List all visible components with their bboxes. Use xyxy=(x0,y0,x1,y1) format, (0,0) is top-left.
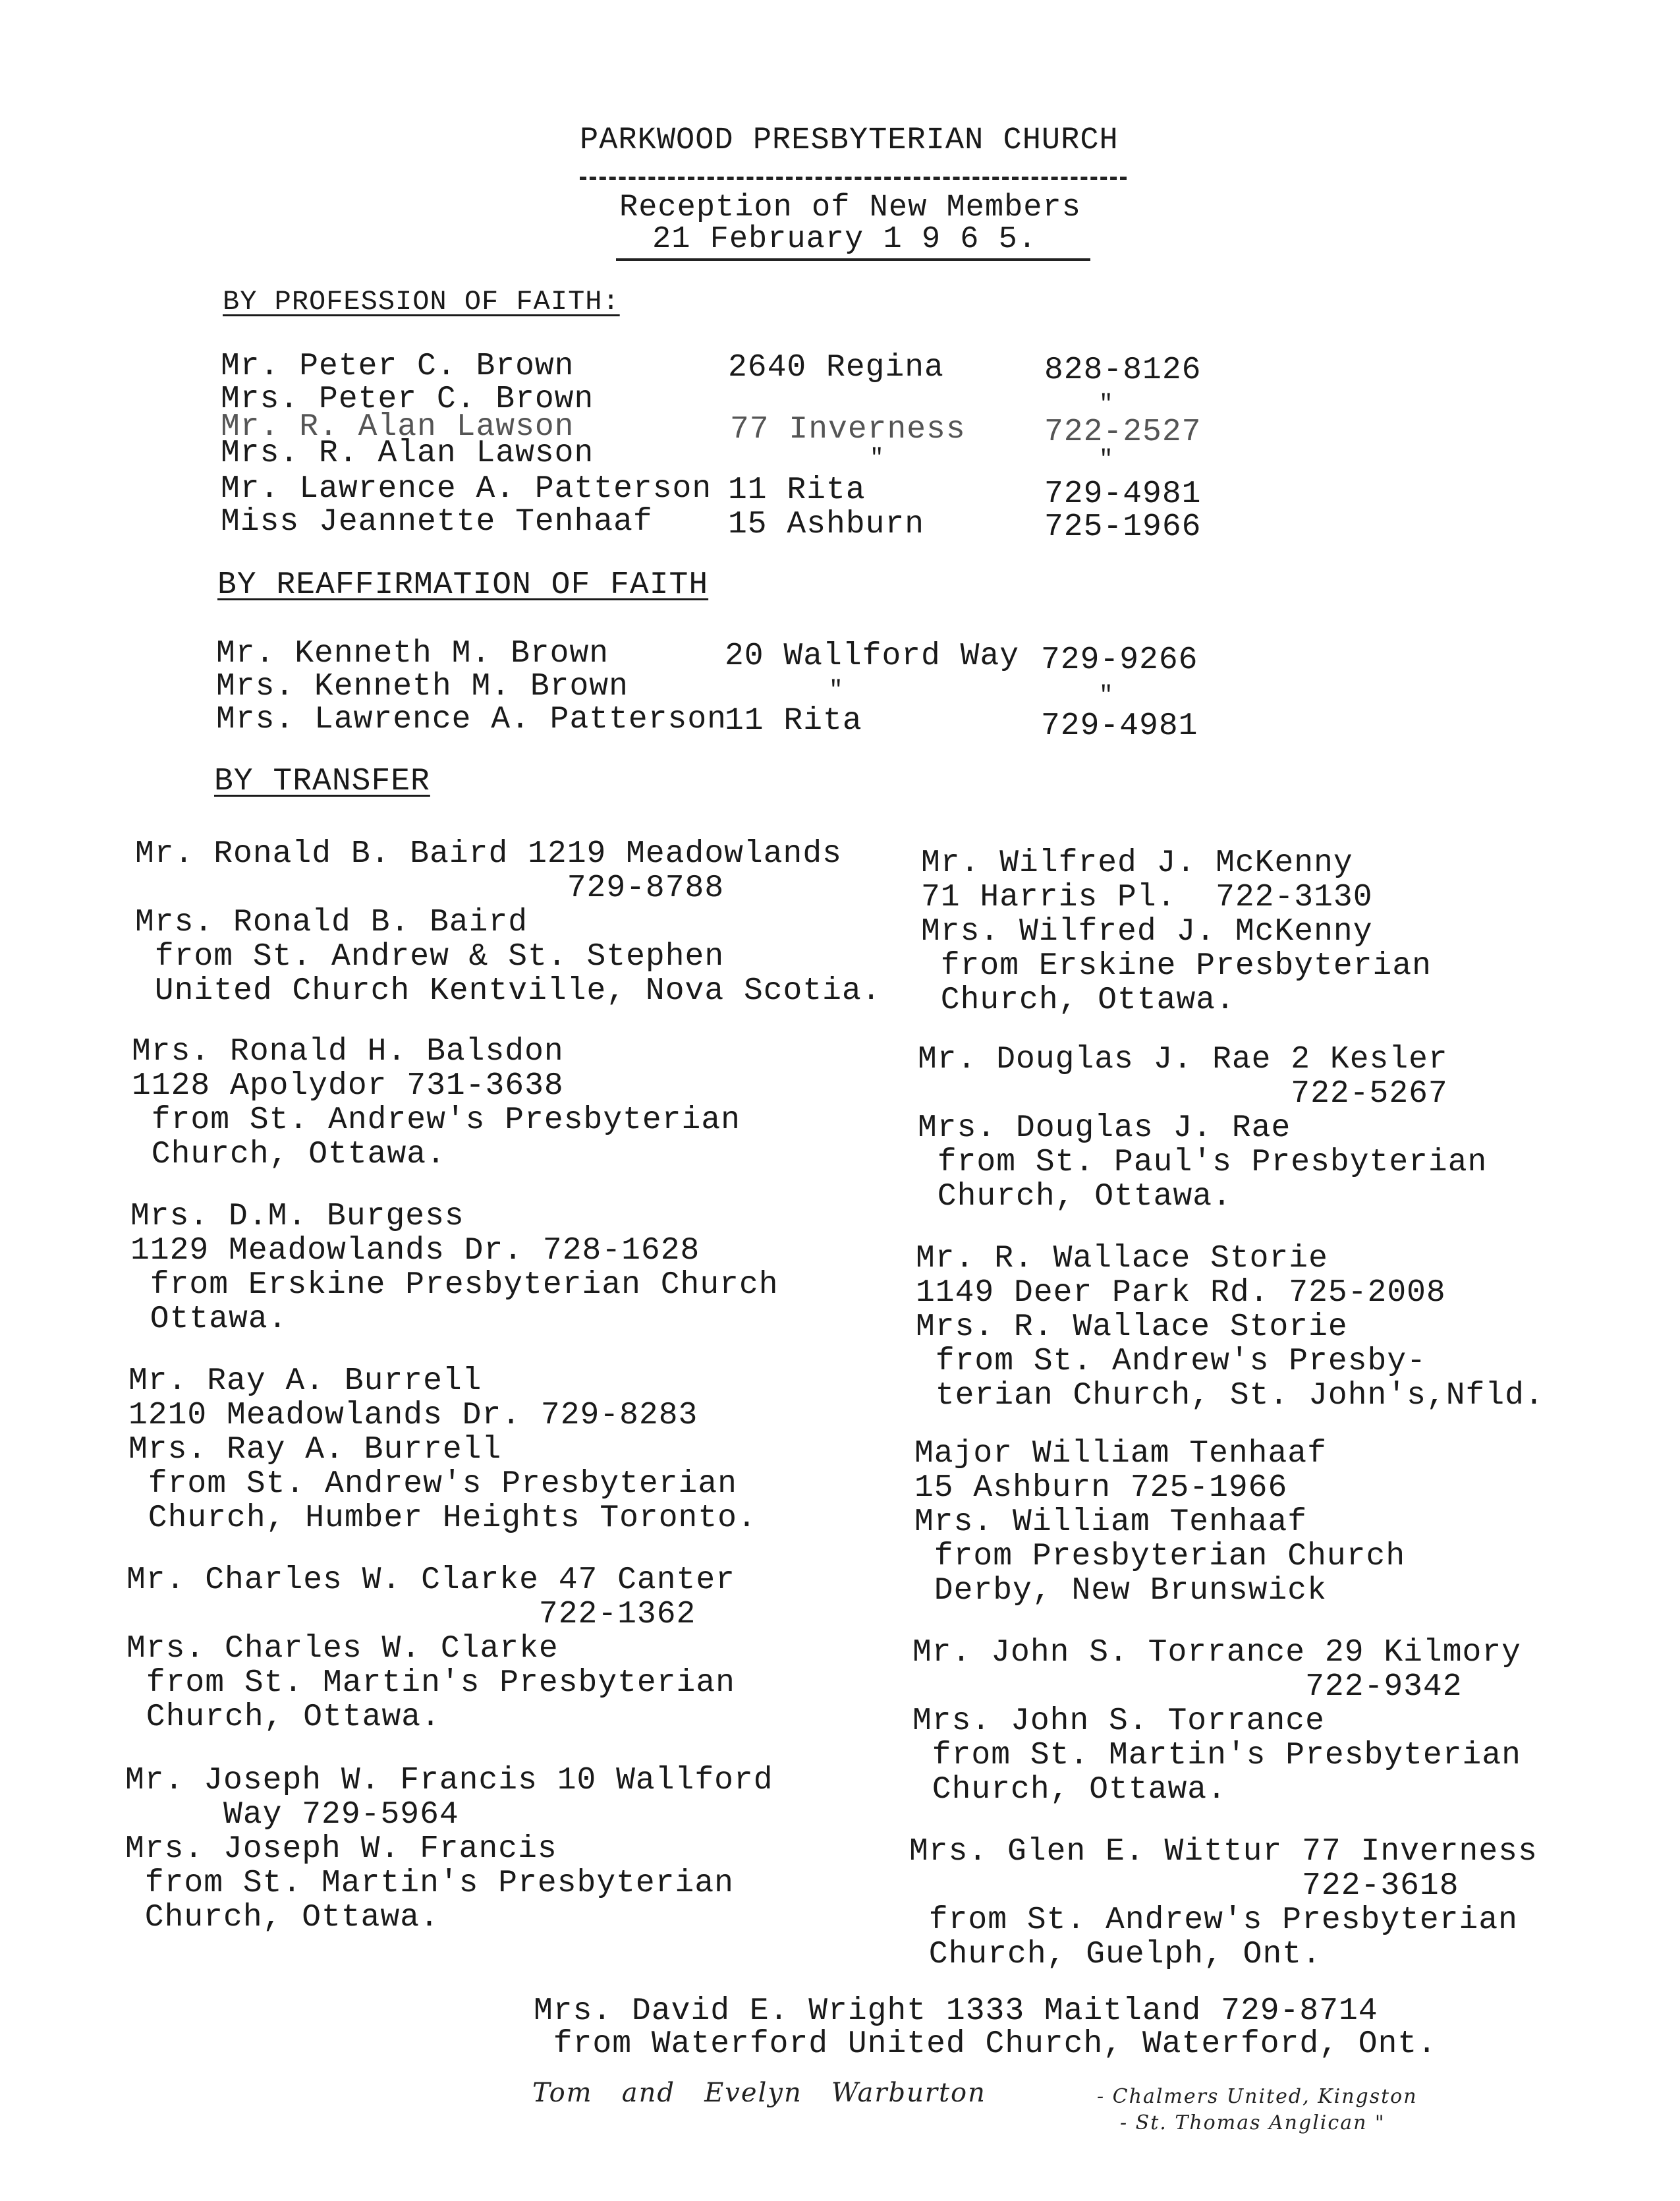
member-phone: 722-2527 xyxy=(1044,414,1202,450)
transfer-entry xyxy=(914,1437,1405,1608)
entry-line: Mr. Wilfred J. McKenny xyxy=(921,845,1353,881)
member-phone: 729-4981 xyxy=(1044,476,1202,512)
member-phone: 729-9266 xyxy=(1041,643,1198,678)
ditto-mark: " xyxy=(1099,682,1114,709)
transfer-entry xyxy=(128,1364,757,1535)
member-phone: 729-4981 xyxy=(1041,708,1198,744)
entry-line: Mr. Joseph W. Francis 10 Wallford xyxy=(125,1763,773,1798)
ditto-mark: " xyxy=(1099,446,1114,473)
entry-line: Mr. Ray A. Burrell xyxy=(128,1363,482,1399)
handwritten-church: - St. Thomas Anglican " xyxy=(1120,2111,1386,2134)
transfer-entry xyxy=(909,1835,1538,1972)
handwritten-names: Tom and Evelyn Warburton xyxy=(532,2078,986,2108)
entry-line: from St. Andrew's Presbyterian xyxy=(132,1102,741,1138)
entry-line: Mr. John S. Torrance 29 Kilmory xyxy=(912,1635,1521,1671)
entry-line: Way 729-5964 xyxy=(125,1797,459,1833)
entry-line: 722-5267 xyxy=(918,1076,1448,1112)
entry-line: Church, Ottawa. xyxy=(125,1900,439,1935)
entry-line: Church, Ottawa. xyxy=(921,983,1235,1018)
transfer-entry xyxy=(916,1242,1544,1413)
date-underline xyxy=(616,258,1090,261)
entry-line: Mrs. Ronald H. Balsdon xyxy=(132,1034,564,1070)
transfer-entry xyxy=(126,1563,735,1734)
entry-line: from St. Martin's Presbyterian xyxy=(125,1866,734,1901)
entry-line: Church, Ottawa. xyxy=(132,1137,446,1172)
transfer-entry xyxy=(918,1043,1487,1214)
entry-line: Mr. Charles W. Clarke 47 Canter xyxy=(126,1562,735,1598)
ditto-mark: " xyxy=(870,445,885,472)
entry-line: 1149 Deer Park Rd. 725-2008 xyxy=(916,1275,1446,1311)
entry-line: Mrs. John S. Torrance xyxy=(912,1703,1325,1739)
member-address: 11 Rita xyxy=(728,472,866,508)
church-title: PARKWOOD PRESBYTERIAN CHURCH xyxy=(580,123,1119,158)
section-heading-transfer: BY TRANSFER xyxy=(214,764,430,799)
member-name: Mr. Lawrence A. Patterson xyxy=(221,471,712,507)
entry-line: from St. Martin's Presbyterian xyxy=(912,1738,1521,1773)
entry-line: 722-3618 xyxy=(909,1868,1459,1904)
entry-line: Mr. R. Wallace Storie xyxy=(916,1241,1328,1276)
section-heading-reaffirmation: BY REAFFIRMATION OF FAITH xyxy=(217,567,709,603)
entry-line: from Erskine Presbyterian xyxy=(921,948,1432,984)
member-name: Mr. Kenneth M. Brown xyxy=(216,636,609,672)
title-divider xyxy=(580,177,1127,180)
entry-line: from St. Martin's Presbyterian xyxy=(126,1665,735,1701)
entry-line: Mrs. William Tenhaaf xyxy=(914,1504,1308,1540)
entry-line: 71 Harris Pl. 722-3130 xyxy=(921,880,1373,915)
entry-line: Mrs. Douglas J. Rae xyxy=(918,1110,1291,1146)
member-name: Mr. Peter C. Brown xyxy=(221,349,574,384)
entry-line: Mr. Ronald B. Baird 1219 Meadowlands xyxy=(135,836,842,872)
entry-line: Mrs. Ronald B. Baird xyxy=(135,905,528,940)
entry-line: Church, Ottawa. xyxy=(912,1772,1227,1808)
entry-line: from Erskine Presbyterian Church xyxy=(130,1267,779,1303)
transfer-entry xyxy=(130,1199,779,1336)
entry-line: 15 Ashburn 725-1966 xyxy=(914,1470,1288,1506)
event-title: Reception of New Members xyxy=(619,190,1081,225)
entry-line: terian Church, St. John's,Nfld. xyxy=(916,1378,1544,1414)
transfer-entry xyxy=(912,1636,1521,1807)
member-row xyxy=(221,349,574,384)
entry-line: Mrs. R. Wallace Storie xyxy=(916,1309,1348,1345)
entry-line: Church, Guelph, Ont. xyxy=(909,1937,1322,1972)
entry-line: Mrs. Wilfred J. McKenny xyxy=(921,914,1373,950)
entry-line: 1128 Apolydor 731-3638 xyxy=(132,1068,564,1104)
entry-line: 722-9342 xyxy=(912,1669,1463,1705)
entry-line: from Presbyterian Church xyxy=(914,1539,1406,1574)
entry-line: 722-1362 xyxy=(126,1597,696,1632)
entry-line: United Church Kentville, Nova Scotia. xyxy=(135,973,882,1009)
member-name: Mrs. Kenneth M. Brown xyxy=(216,669,629,704)
member-name: Mrs. Lawrence A. Patterson xyxy=(216,702,727,737)
entry-line: Mrs. Glen E. Wittur 77 Inverness xyxy=(909,1834,1538,1870)
member-address: 2640 Regina xyxy=(728,350,944,386)
transfer-entry xyxy=(132,1035,741,1172)
entry-line: Church, Ottawa. xyxy=(918,1179,1232,1215)
transfer-entry xyxy=(921,846,1432,1017)
ditto-mark: " xyxy=(829,677,844,704)
section-heading-profession: BY PROFESSION OF FAITH: xyxy=(223,286,620,318)
ditto-mark: " xyxy=(1099,391,1114,418)
entry-line: 729-8788 xyxy=(135,871,725,906)
entry-line: from St. Andrew's Presbyterian xyxy=(128,1466,737,1502)
entry-line: from St. Andrew's Presbyterian xyxy=(909,1902,1518,1938)
entry-line: Derby, New Brunswick xyxy=(914,1573,1327,1609)
member-address: 15 Ashburn xyxy=(728,507,925,542)
handwritten-church: - Chalmers United, Kingston xyxy=(1097,2085,1418,2108)
member-address: 11 Rita xyxy=(725,703,862,739)
entry-line: Mr. Douglas J. Rae 2 Kesler xyxy=(918,1042,1448,1077)
event-date: 21 February 1 9 6 5. xyxy=(652,222,1038,257)
member-name: Mr. R. Alan Lawson xyxy=(221,409,574,445)
entry-line: from St. Andrew & St. Stephen xyxy=(135,939,725,975)
member-address: 20 Wallford Way xyxy=(725,639,1020,674)
transfer-footer-line: Mrs. David E. Wright 1333 Maitland 729-8714 xyxy=(534,1993,1378,2029)
member-phone: 828-8126 xyxy=(1044,353,1202,388)
member-name: Mrs. Peter C. Brown xyxy=(221,382,594,417)
entry-line: Church, Humber Heights Toronto. xyxy=(128,1501,757,1536)
entry-line: Mrs. Charles W. Clarke xyxy=(126,1631,559,1667)
entry-line: Mrs. D.M. Burgess xyxy=(130,1199,464,1234)
entry-line: from St. Paul's Presbyterian xyxy=(918,1145,1488,1180)
transfer-entry xyxy=(135,837,882,1008)
transfer-footer-line: from Waterford United Church, Waterford, Ont. xyxy=(534,2026,1438,2062)
entry-line: 1210 Meadowlands Dr. 729-8283 xyxy=(128,1398,698,1433)
member-phone: 725-1966 xyxy=(1044,509,1202,545)
member-name: Mrs. R. Alan Lawson xyxy=(221,436,594,471)
transfer-entry xyxy=(125,1763,773,1935)
entry-line: Mrs. Ray A. Burrell xyxy=(128,1432,502,1468)
member-name: Miss Jeannette Tenhaaf xyxy=(221,504,653,540)
entry-line: Mrs. Joseph W. Francis xyxy=(125,1831,557,1867)
member-address: 77 Inverness xyxy=(730,412,966,447)
entry-line: Ottawa. xyxy=(130,1301,288,1337)
entry-line: from St. Andrew's Presby- xyxy=(916,1344,1426,1379)
entry-line: 1129 Meadowlands Dr. 728-1628 xyxy=(130,1233,700,1269)
entry-line: Church, Ottawa. xyxy=(126,1700,441,1735)
entry-line: Major William Tenhaaf xyxy=(914,1436,1327,1472)
